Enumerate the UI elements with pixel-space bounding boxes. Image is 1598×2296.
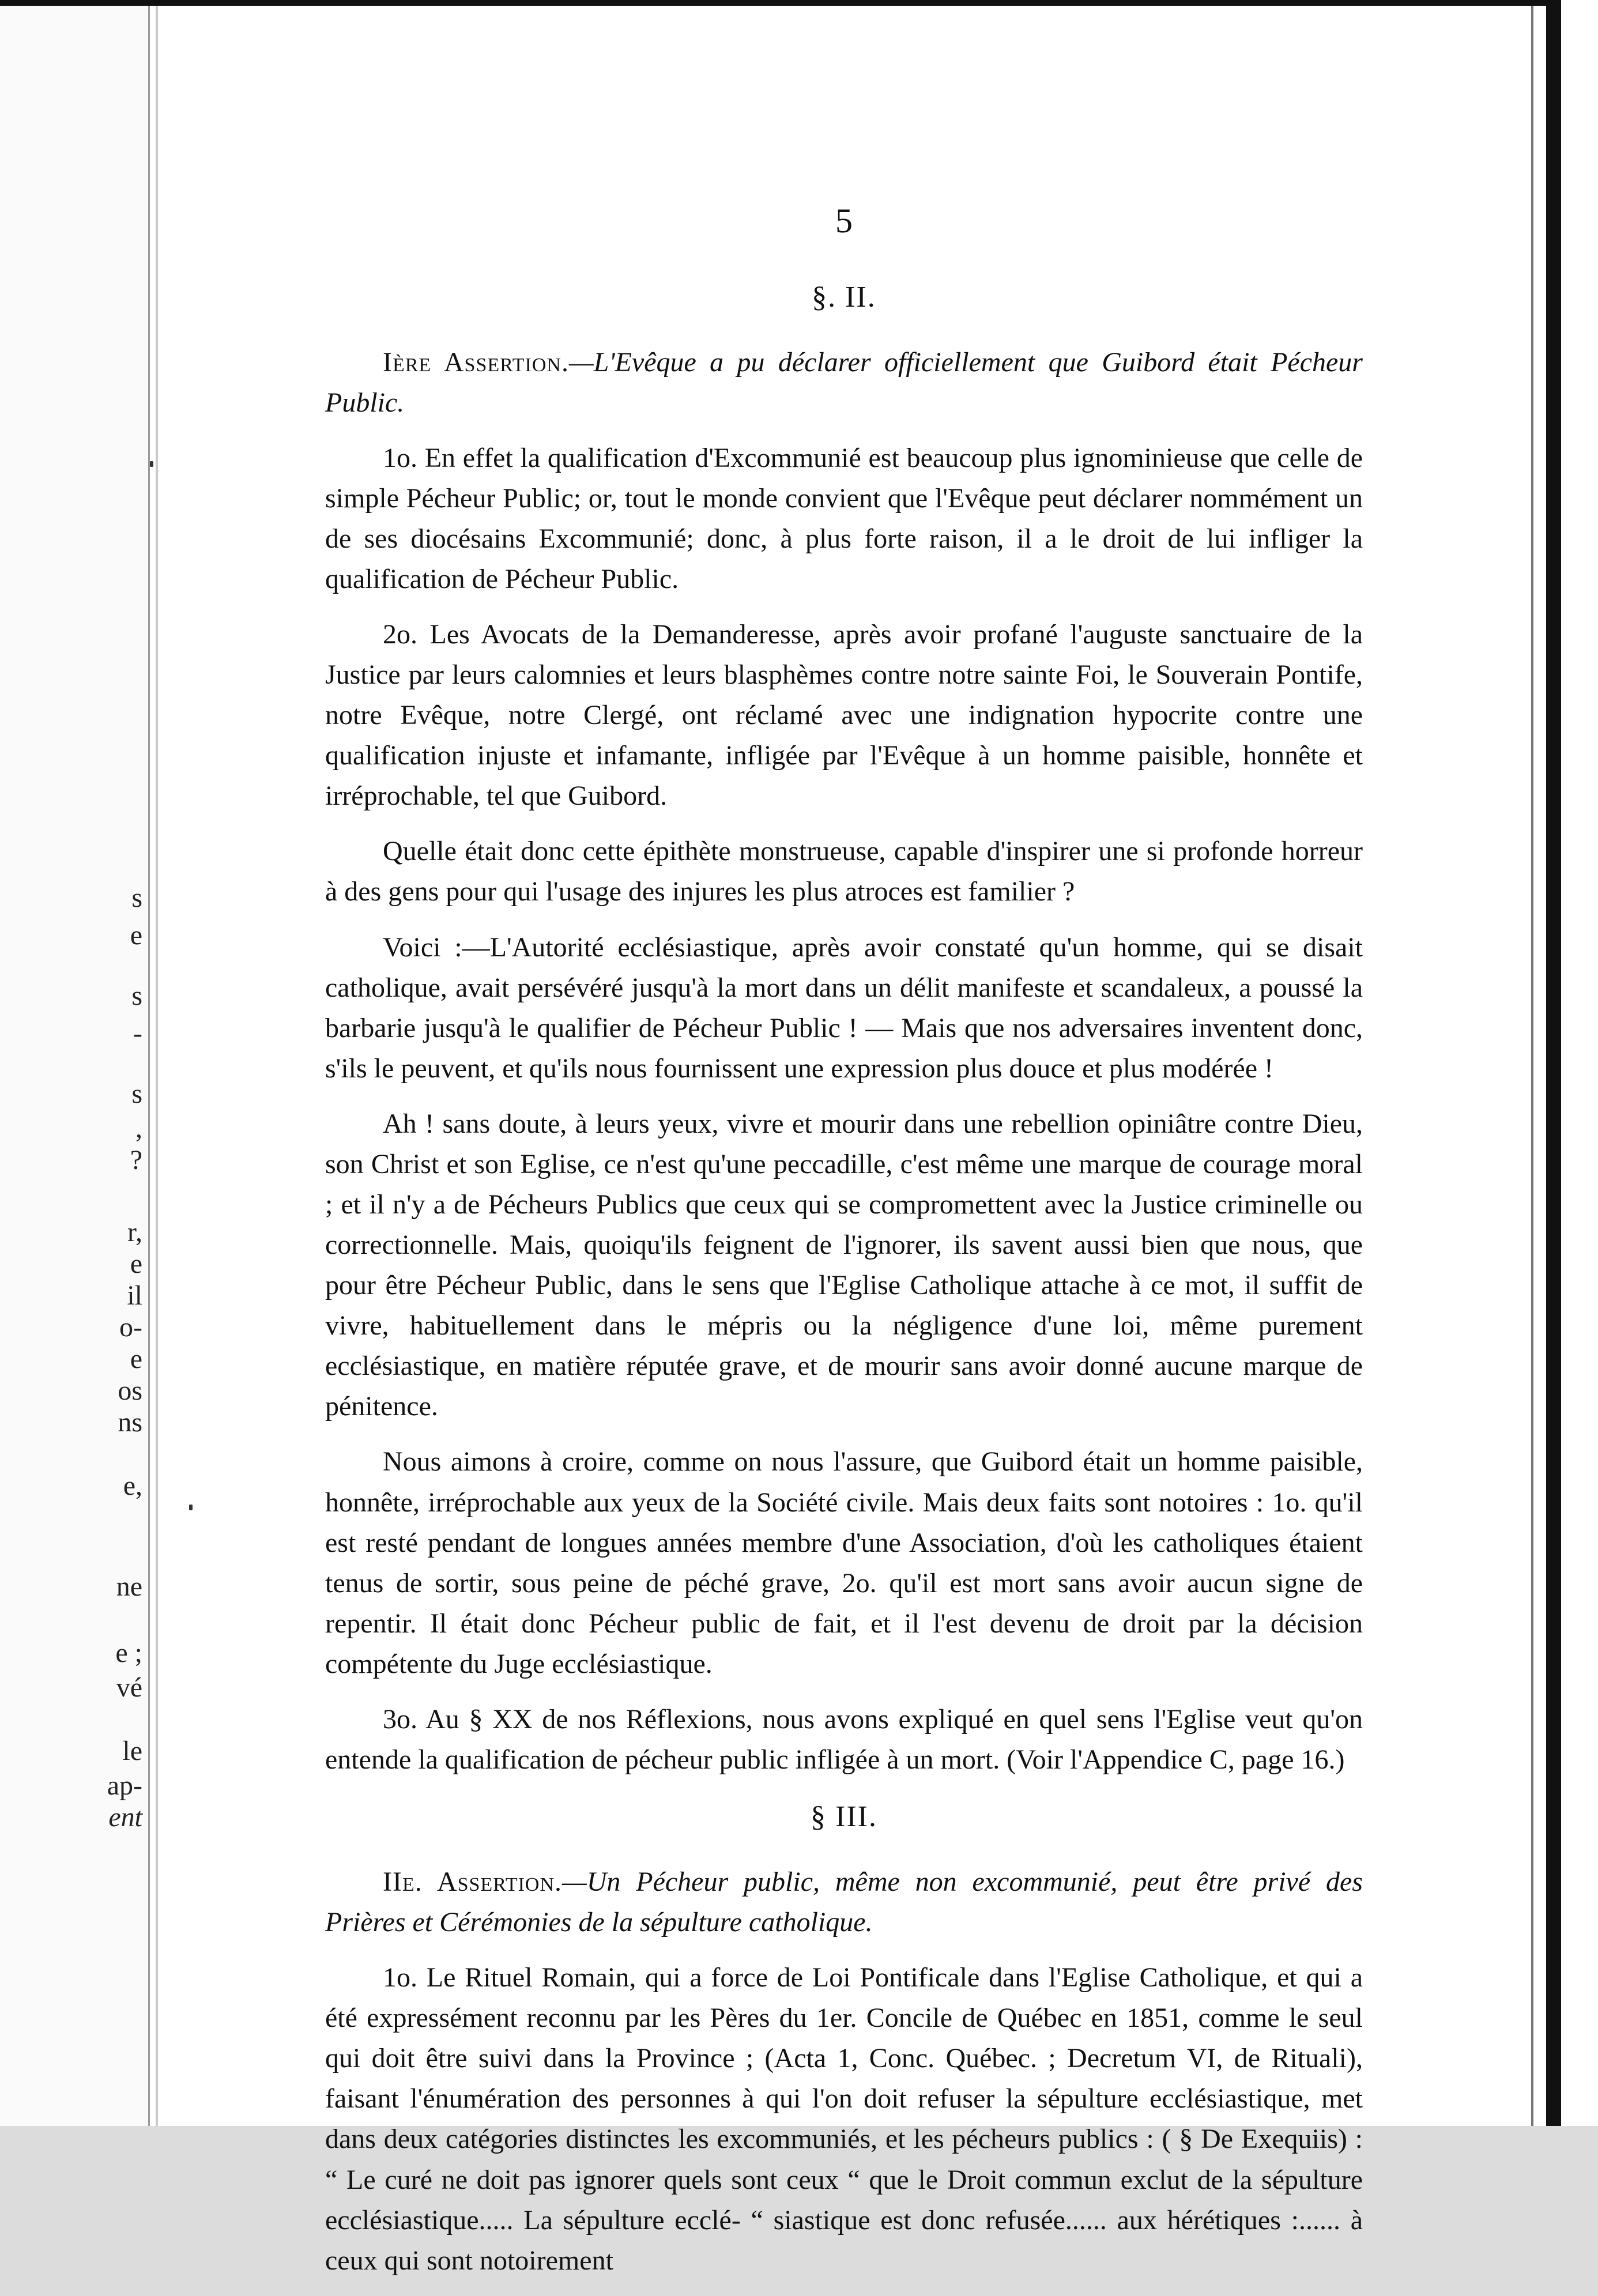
margin-fragment: ?: [130, 1145, 142, 1175]
margin-fragment: -: [133, 1018, 142, 1049]
assertion-label: IIe. Assertion.: [383, 1866, 563, 1897]
margin-fragment: vé: [116, 1672, 142, 1703]
margin-fragment: ,: [135, 1113, 142, 1144]
adjacent-page-strip: [0, 6, 150, 2126]
paragraph: Nous aimons à croire, comme on nous l'assure, que Guibord était un homme paisible, honnête, irréprochable aux yeux de la Société civile. Mais deux faits sont notoires : 1o. qu'il est resté pendant de longues années membre d'une Association, d'où les catholiques étaient tenus de sortir, sous peine de péché grave, 2o. qu'il est mort sans avoir aucun signe de repentir. Il était donc Pécheur public de fait, et il l'est devenu de droit par la décision compétente du Juge ecclésiastique.: [325, 1446, 1363, 1679]
margin-fragment: e,: [123, 1471, 142, 1501]
paragraph: Quelle était donc cette épithète monstrueuse, capable d'inspirer une si profonde horreur à des gens pour qui l'usage des injures les plus atroces est familier ?: [325, 836, 1363, 907]
assertion-text: —L'Evêque a pu déclarer officiellement que Guibord était Pécheur Public.: [325, 346, 1363, 418]
margin-fragment: ent: [108, 1802, 142, 1833]
margin-fragment: r,: [127, 1217, 142, 1247]
page-number: 5: [835, 202, 853, 240]
section-heading: §. II.: [812, 280, 876, 314]
margin-fragment: s: [131, 883, 142, 913]
margin-fragment: ns: [118, 1407, 142, 1438]
assertion-text: —Un Pécheur public, même non excommunié, peut être privé des Prières et Cérémonies de la sépulture catholique.: [325, 1866, 1363, 1938]
margin-fragment: il: [127, 1280, 142, 1311]
page-body: [325, 196, 1363, 2296]
assertion-label: Ière Assertion.: [383, 346, 569, 378]
paragraph: 1o. En effet la qualification d'Excommunié est beaucoup plus ignominieuse que celle de simple Pécheur Public; or, tout le monde convient que l'Evêque peut déclarer nommément un de ses diocésains Excommunié; donc, à plus forte raison, il a le droit de lui infliger la qualification de Pécheur Public.: [325, 442, 1363, 594]
paragraph: 2o. Les Avocats de la Demanderesse, après avoir profané l'auguste sanctuaire de la Justice par leurs calomnies et leurs blasphèmes contre notre sainte Foi, le Souverain Pontife, notre Evêque, notre Clergé, ont réclamé avec une indignation hypocrite contre une qualification injuste et infamante, infligée par l'Evêque à un homme paisible, honnête et irréprochable, tel que Guibord.: [325, 619, 1363, 812]
margin-fragment: o-: [119, 1312, 142, 1343]
paragraph: Voici :—L'Autorité ecclésiastique, après avoir constaté qu'un homme, qui se disait catholique, avait persévéré jusqu'à la mort dans un délit manifeste et scandaleux, a poussé la barbarie jusqu'à le qualifier de Pécheur Public ! — Mais que nos adversaires inventent donc, s'ils le peuvent, et qu'ils nous fournissent une expression plus douce et plus modérée !: [325, 932, 1363, 1084]
margin-fragment: e: [130, 1249, 142, 1279]
paragraph: 3o. Au § XX de nos Réflexions, nous avons expliqué en quel sens l'Eglise veut qu'on entende la qualification de pécheur public infligée à un mort. (Voir l'Appendice C, page 16.): [325, 1703, 1363, 1775]
margin-fragment: s: [131, 981, 142, 1011]
margin-fragment: e: [130, 1344, 142, 1374]
scan-speck: [150, 461, 153, 467]
paragraph: Ah ! sans doute, à leurs yeux, vivre et mourir dans une rebellion opiniâtre contre Dieu, son Christ et son Eglise, ce n'est qu'une peccadille, c'est même une marque de courage moral ; et il n'y a de Pécheurs Publics que ceux qui se compromettent avec la Justice criminelle ou correctionnelle. Mais, quoiqu'ils feignent de l'ignorer, ils savent aussi bien que nous, que pour être Pécheur Public, dans le sens que l'Eglise Catholique attache à ce mot, il suffit de vivre, habituellement dans le mépris ou la négligence d'une loi, même purement ecclésiastique, en matière réputée grave, et de mourir sans avoir donné aucune marque de pénitence.: [325, 1108, 1363, 1422]
assertion-heading: [325, 342, 1363, 423]
book-page: [156, 6, 1533, 2276]
margin-fragment: ap-: [107, 1770, 142, 1801]
margin-fragment: s: [131, 1079, 142, 1109]
section-heading: § III.: [811, 1800, 877, 1834]
assertion-heading: [325, 1862, 1363, 1943]
margin-fragment: le: [122, 1736, 142, 1766]
margin-fragment: e ;: [115, 1638, 142, 1668]
margin-fragment: os: [118, 1375, 142, 1406]
paragraph: 1o. Le Rituel Romain, qui a force de Loi Pontificale dans l'Eglise Catholique, et qui a été expressément reconnu par les Pères du 1er. Concile de Québec en 1851, comme le seul qui doit être suivi dans la Province ; (Acta 1, Conc. Québec. ; Decretum VI, de Rituali), faisant l'énumération des personnes à qui l'on doit refuser la sépulture ecclésiastique, met dans deux catégories distinctes les excommuniés, et les pécheurs publics : ( § De Exequiis) : “ Le curé ne doit pas ignorer quels sont ceux “ que le Droit commun exclut de la sépulture ecclésiastique..... La sépulture ecclé- “ siastique est donc refusée...... aux hérétiques :...... à ceux qui sont notoirement: [325, 1962, 1363, 2276]
margin-fragment: ne: [116, 1571, 142, 1602]
margin-fragment: e: [130, 920, 142, 951]
right-scan-border: [1546, 0, 1598, 2126]
scan-speck: [189, 1505, 193, 1510]
top-border: [0, 0, 1598, 6]
